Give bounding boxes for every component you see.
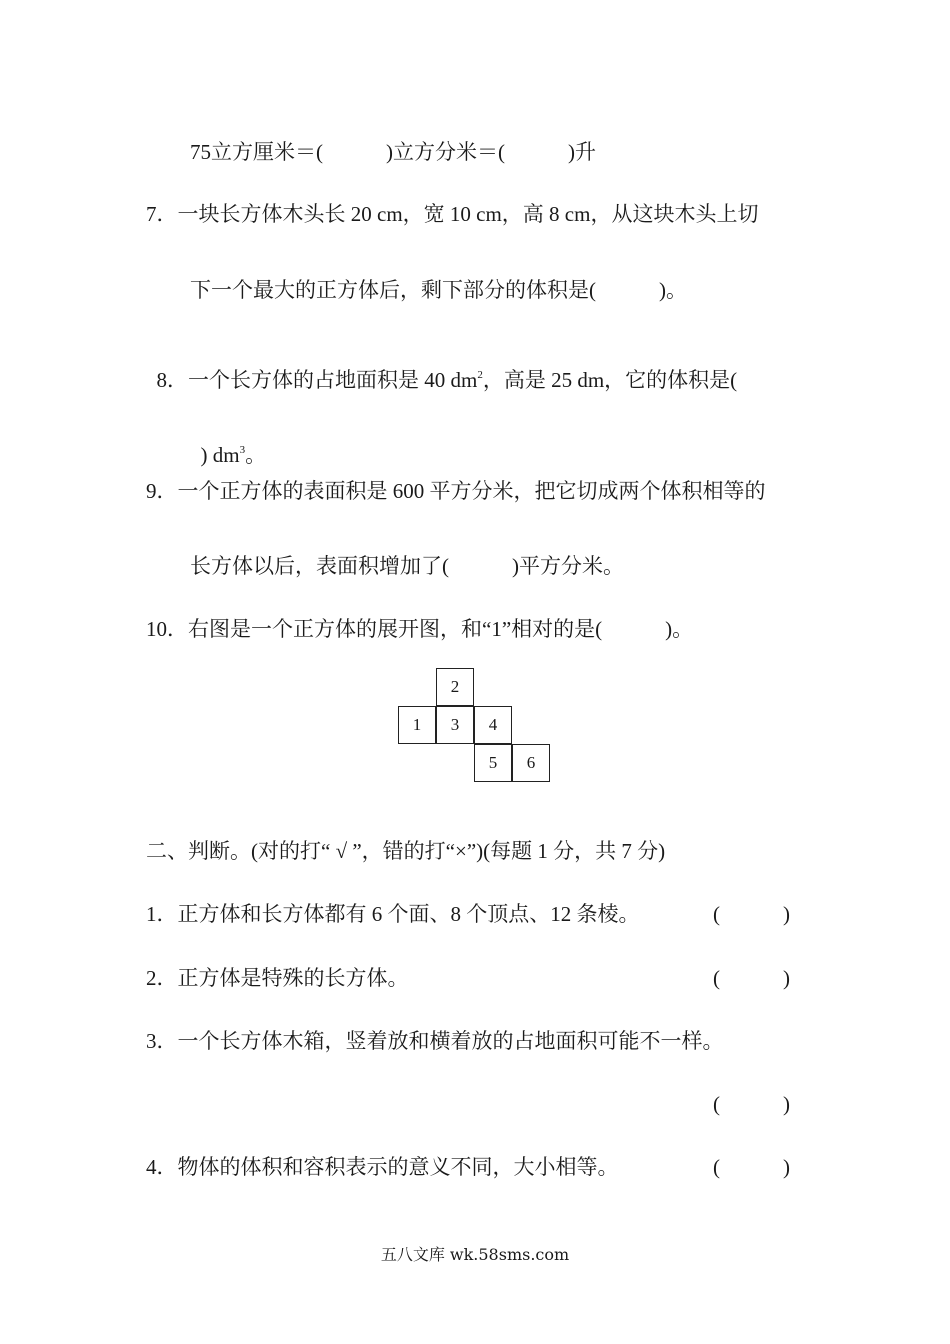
question-9-line2: 长方体以后，表面积增加了( )平方分米。 bbox=[190, 554, 624, 578]
q8b-text-after: 。 bbox=[245, 443, 267, 467]
q8-text-before: 8．一个长方体的占地面积是 40 dm bbox=[156, 368, 478, 392]
cube-face-1: 1 bbox=[398, 706, 436, 744]
question-9-line1: 9．一个正方体的表面积是 600 平方分米，把它切成两个体积相等的 bbox=[146, 479, 766, 503]
question-8-line1 bbox=[146, 341, 737, 397]
cube-face-2: 2 bbox=[436, 668, 474, 706]
judgement-3: 3．一个长方体木箱，竖着放和横着放的占地面积可能不一样。 bbox=[146, 1029, 724, 1053]
q8b-text-before: ) dm bbox=[200, 443, 240, 467]
q8-text-after: ，高是 25 dm，它的体积是( bbox=[482, 368, 738, 392]
question-10: 10．右图是一个正方体的展开图，和“1”相对的是( )。 bbox=[146, 617, 694, 641]
judgement-1: 1．正方体和长方体都有 6 个面、8 个顶点、12 条棱。 bbox=[146, 902, 640, 926]
answer-paren-4: ( ) bbox=[713, 1155, 790, 1179]
cube-face-6: 6 bbox=[512, 744, 550, 782]
cube-face-5: 5 bbox=[474, 744, 512, 782]
cube-net-diagram bbox=[398, 668, 552, 786]
judgement-2: 2．正方体是特殊的长方体。 bbox=[146, 966, 409, 990]
q8b-superscript-3: 3 bbox=[239, 444, 246, 456]
question-7-line2: 下一个最大的正方体后，剩下部分的体积是( )。 bbox=[190, 278, 687, 302]
judgement-4: 4．物体的体积和容积表示的意义不同，大小相等。 bbox=[146, 1155, 619, 1179]
answer-paren-1: ( ) bbox=[713, 902, 790, 926]
question-7-line1: 7．一块长方体木头长 20 cm，宽 10 cm，高 8 cm，从这块木头上切 bbox=[146, 202, 759, 226]
cube-face-4: 4 bbox=[474, 706, 512, 744]
answer-paren-2: ( ) bbox=[713, 966, 790, 990]
question-8-line2 bbox=[190, 416, 266, 472]
q6-continuation: 75立方厘米＝( )立方分米＝( )升 bbox=[190, 140, 596, 164]
answer-paren-3: ( ) bbox=[713, 1092, 790, 1116]
cube-face-3: 3 bbox=[436, 706, 474, 744]
q8-superscript-2: 2 bbox=[477, 369, 483, 381]
section-2-heading: 二、判断。(对的打“ √ ”，错的打“×”)(每题 1 分，共 7 分) bbox=[146, 839, 666, 863]
footer-watermark: 五八文库 wk.58sms.com bbox=[380, 1245, 570, 1264]
